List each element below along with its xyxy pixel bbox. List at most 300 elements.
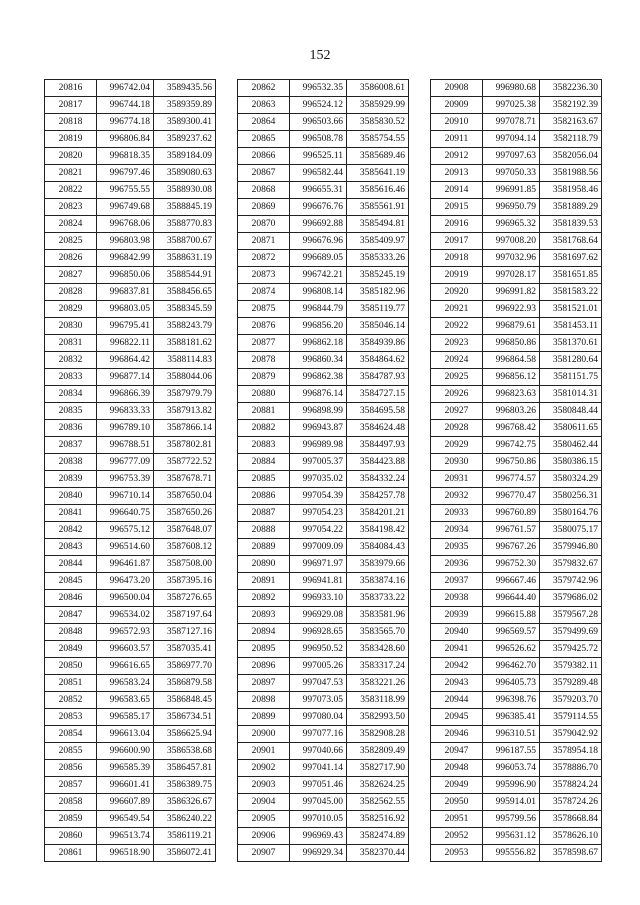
point-id: 20897 xyxy=(238,675,290,692)
y-coordinate: 3584695.58 xyxy=(347,403,409,420)
point-id: 20902 xyxy=(238,760,290,777)
point-id: 20840 xyxy=(45,488,97,505)
point-id: 20862 xyxy=(238,80,290,97)
point-id: 20898 xyxy=(238,692,290,709)
point-id: 20953 xyxy=(431,845,483,862)
table-row xyxy=(431,624,602,641)
x-coordinate: 996862.38 xyxy=(290,369,347,386)
point-id: 20951 xyxy=(431,811,483,828)
point-id: 20917 xyxy=(431,233,483,250)
y-coordinate: 3579425.72 xyxy=(540,641,602,658)
x-coordinate: 997078.71 xyxy=(483,114,540,131)
point-id: 20860 xyxy=(45,828,97,845)
y-coordinate: 3584624.48 xyxy=(347,420,409,437)
table-row xyxy=(238,233,409,250)
y-coordinate: 3581280.64 xyxy=(540,352,602,369)
table-row xyxy=(431,131,602,148)
point-id: 20861 xyxy=(45,845,97,862)
y-coordinate: 3583118.99 xyxy=(347,692,409,709)
table-row xyxy=(45,403,216,420)
table-row xyxy=(238,505,409,522)
table-row xyxy=(238,556,409,573)
table-row xyxy=(431,80,602,97)
x-coordinate: 996929.34 xyxy=(290,845,347,862)
point-id: 20864 xyxy=(238,114,290,131)
point-id: 20913 xyxy=(431,165,483,182)
x-coordinate: 996508.78 xyxy=(290,131,347,148)
table-row xyxy=(238,471,409,488)
table-row xyxy=(238,148,409,165)
table-row xyxy=(45,352,216,369)
point-id: 20891 xyxy=(238,573,290,590)
table-row xyxy=(45,658,216,675)
y-coordinate: 3582624.25 xyxy=(347,777,409,794)
point-id: 20869 xyxy=(238,199,290,216)
table-row xyxy=(45,335,216,352)
x-coordinate: 997005.26 xyxy=(290,658,347,675)
y-coordinate: 3585754.55 xyxy=(347,131,409,148)
y-coordinate: 3585494.81 xyxy=(347,216,409,233)
x-coordinate: 996879.61 xyxy=(483,318,540,335)
x-coordinate: 996856.20 xyxy=(290,318,347,335)
point-id: 20871 xyxy=(238,233,290,250)
x-coordinate: 997041.14 xyxy=(290,760,347,777)
x-coordinate: 996761.57 xyxy=(483,522,540,539)
y-coordinate: 3585561.91 xyxy=(347,199,409,216)
x-coordinate: 997025.38 xyxy=(483,97,540,114)
table-row xyxy=(431,488,602,505)
table-row xyxy=(45,131,216,148)
point-id: 20908 xyxy=(431,80,483,97)
x-coordinate: 996405.73 xyxy=(483,675,540,692)
x-coordinate: 996864.42 xyxy=(97,352,154,369)
y-coordinate: 3579499.69 xyxy=(540,624,602,641)
x-coordinate: 996862.18 xyxy=(290,335,347,352)
point-id: 20865 xyxy=(238,131,290,148)
x-coordinate: 996676.96 xyxy=(290,233,347,250)
x-coordinate: 997054.22 xyxy=(290,522,347,539)
table-row xyxy=(431,97,602,114)
x-coordinate: 997050.33 xyxy=(483,165,540,182)
x-coordinate: 996524.12 xyxy=(290,97,347,114)
x-coordinate: 996803.98 xyxy=(97,233,154,250)
x-coordinate: 996689.05 xyxy=(290,250,347,267)
x-coordinate: 996742.21 xyxy=(290,267,347,284)
table-row xyxy=(238,573,409,590)
point-id: 20848 xyxy=(45,624,97,641)
y-coordinate: 3586389.75 xyxy=(154,777,216,794)
x-coordinate: 996941.81 xyxy=(290,573,347,590)
x-coordinate: 996549.54 xyxy=(97,811,154,828)
y-coordinate: 3586879.58 xyxy=(154,675,216,692)
y-coordinate: 3581697.62 xyxy=(540,250,602,267)
point-id: 20914 xyxy=(431,182,483,199)
table-row xyxy=(238,454,409,471)
table-row xyxy=(45,301,216,318)
x-coordinate: 996808.14 xyxy=(290,284,347,301)
point-id: 20874 xyxy=(238,284,290,301)
x-coordinate: 996971.97 xyxy=(290,556,347,573)
table-row xyxy=(45,505,216,522)
y-coordinate: 3588700.67 xyxy=(154,233,216,250)
table-row xyxy=(45,675,216,692)
x-coordinate: 996980.68 xyxy=(483,80,540,97)
y-coordinate: 3588181.62 xyxy=(154,335,216,352)
point-id: 20901 xyxy=(238,743,290,760)
point-id: 20825 xyxy=(45,233,97,250)
y-coordinate: 3579946.80 xyxy=(540,539,602,556)
table-row xyxy=(45,233,216,250)
x-coordinate: 996526.62 xyxy=(483,641,540,658)
y-coordinate: 3586848.45 xyxy=(154,692,216,709)
x-coordinate: 996582.44 xyxy=(290,165,347,182)
x-coordinate: 996755.55 xyxy=(97,182,154,199)
y-coordinate: 3581014.31 xyxy=(540,386,602,403)
table-row xyxy=(431,471,602,488)
x-coordinate: 996898.99 xyxy=(290,403,347,420)
y-coordinate: 3587127.16 xyxy=(154,624,216,641)
point-id: 20928 xyxy=(431,420,483,437)
y-coordinate: 3587722.52 xyxy=(154,454,216,471)
x-coordinate: 997051.46 xyxy=(290,777,347,794)
y-coordinate: 3586977.70 xyxy=(154,658,216,675)
x-coordinate: 996616.65 xyxy=(97,658,154,675)
point-id: 20949 xyxy=(431,777,483,794)
x-coordinate: 996615.88 xyxy=(483,607,540,624)
x-coordinate: 996310.51 xyxy=(483,726,540,743)
y-coordinate: 3581453.11 xyxy=(540,318,602,335)
table-row xyxy=(431,216,602,233)
point-id: 20837 xyxy=(45,437,97,454)
point-id: 20878 xyxy=(238,352,290,369)
point-id: 20832 xyxy=(45,352,97,369)
table-row xyxy=(238,624,409,641)
y-coordinate: 3589359.89 xyxy=(154,97,216,114)
point-id: 20922 xyxy=(431,318,483,335)
point-id: 20827 xyxy=(45,267,97,284)
point-id: 20929 xyxy=(431,437,483,454)
table-row xyxy=(431,369,602,386)
y-coordinate: 3582562.55 xyxy=(347,794,409,811)
table-row xyxy=(45,420,216,437)
point-id: 20911 xyxy=(431,131,483,148)
point-id: 20915 xyxy=(431,199,483,216)
table-row xyxy=(238,403,409,420)
y-coordinate: 3585119.77 xyxy=(347,301,409,318)
x-coordinate: 997094.14 xyxy=(483,131,540,148)
point-id: 20836 xyxy=(45,420,97,437)
y-coordinate: 3580256.31 xyxy=(540,488,602,505)
table-row xyxy=(45,148,216,165)
table-row xyxy=(238,420,409,437)
x-coordinate: 996789.10 xyxy=(97,420,154,437)
x-coordinate: 996777.09 xyxy=(97,454,154,471)
y-coordinate: 3580611.65 xyxy=(540,420,602,437)
point-id: 20931 xyxy=(431,471,483,488)
y-coordinate: 3586625.94 xyxy=(154,726,216,743)
x-coordinate: 997008.20 xyxy=(483,233,540,250)
y-coordinate: 3580462.44 xyxy=(540,437,602,454)
y-coordinate: 3587648.07 xyxy=(154,522,216,539)
table-row xyxy=(45,386,216,403)
coordinate-table-column-1 xyxy=(44,79,216,862)
y-coordinate: 3579114.55 xyxy=(540,709,602,726)
x-coordinate: 996613.04 xyxy=(97,726,154,743)
y-coordinate: 3579289.48 xyxy=(540,675,602,692)
point-id: 20912 xyxy=(431,148,483,165)
x-coordinate: 996187.55 xyxy=(483,743,540,760)
y-coordinate: 3581521.01 xyxy=(540,301,602,318)
table-row xyxy=(431,386,602,403)
x-coordinate: 996770.47 xyxy=(483,488,540,505)
point-id: 20943 xyxy=(431,675,483,692)
table-row xyxy=(45,522,216,539)
table-row xyxy=(45,743,216,760)
x-coordinate: 996833.33 xyxy=(97,403,154,420)
x-coordinate: 996534.02 xyxy=(97,607,154,624)
table-row xyxy=(238,692,409,709)
table-row xyxy=(431,454,602,471)
x-coordinate: 996752.30 xyxy=(483,556,540,573)
table-row xyxy=(45,471,216,488)
point-id: 20950 xyxy=(431,794,483,811)
point-id: 20927 xyxy=(431,403,483,420)
y-coordinate: 3585830.52 xyxy=(347,114,409,131)
point-id: 20880 xyxy=(238,386,290,403)
table-row xyxy=(238,539,409,556)
table-row xyxy=(431,556,602,573)
x-coordinate: 996676.76 xyxy=(290,199,347,216)
point-id: 20939 xyxy=(431,607,483,624)
x-coordinate: 996601.41 xyxy=(97,777,154,794)
y-coordinate: 3581889.29 xyxy=(540,199,602,216)
y-coordinate: 3582809.49 xyxy=(347,743,409,760)
point-id: 20835 xyxy=(45,403,97,420)
point-id: 20839 xyxy=(45,471,97,488)
point-id: 20947 xyxy=(431,743,483,760)
point-id: 20843 xyxy=(45,539,97,556)
x-coordinate: 997035.02 xyxy=(290,471,347,488)
point-id: 20820 xyxy=(45,148,97,165)
y-coordinate: 3580164.76 xyxy=(540,505,602,522)
table-row xyxy=(238,369,409,386)
table-row xyxy=(45,726,216,743)
x-coordinate: 996514.60 xyxy=(97,539,154,556)
table-row xyxy=(45,539,216,556)
table-row xyxy=(238,522,409,539)
y-coordinate: 3586072.41 xyxy=(154,845,216,862)
y-coordinate: 3582908.28 xyxy=(347,726,409,743)
x-coordinate: 996806.84 xyxy=(97,131,154,148)
table-row xyxy=(431,573,602,590)
x-coordinate: 996742.04 xyxy=(97,80,154,97)
x-coordinate: 996600.90 xyxy=(97,743,154,760)
y-coordinate: 3584084.43 xyxy=(347,539,409,556)
y-coordinate: 3588114.83 xyxy=(154,352,216,369)
x-coordinate: 996969.43 xyxy=(290,828,347,845)
y-coordinate: 3584939.86 xyxy=(347,335,409,352)
y-coordinate: 3584787.93 xyxy=(347,369,409,386)
point-id: 20886 xyxy=(238,488,290,505)
point-id: 20906 xyxy=(238,828,290,845)
y-coordinate: 3587913.82 xyxy=(154,403,216,420)
table-row xyxy=(238,777,409,794)
point-id: 20863 xyxy=(238,97,290,114)
y-coordinate: 3585929.99 xyxy=(347,97,409,114)
y-coordinate: 3589237.62 xyxy=(154,131,216,148)
y-coordinate: 3589080.63 xyxy=(154,165,216,182)
y-coordinate: 3582993.50 xyxy=(347,709,409,726)
point-id: 20907 xyxy=(238,845,290,862)
y-coordinate: 3579742.96 xyxy=(540,573,602,590)
x-coordinate: 995556.82 xyxy=(483,845,540,862)
y-coordinate: 3588044.06 xyxy=(154,369,216,386)
table-row xyxy=(45,454,216,471)
x-coordinate: 996929.08 xyxy=(290,607,347,624)
point-id: 20899 xyxy=(238,709,290,726)
table-row xyxy=(45,811,216,828)
point-id: 20879 xyxy=(238,369,290,386)
point-id: 20889 xyxy=(238,539,290,556)
y-coordinate: 3578724.26 xyxy=(540,794,602,811)
x-coordinate: 996744.18 xyxy=(97,97,154,114)
point-id: 20833 xyxy=(45,369,97,386)
y-coordinate: 3588770.83 xyxy=(154,216,216,233)
table-row xyxy=(431,233,602,250)
point-id: 20851 xyxy=(45,675,97,692)
y-coordinate: 3578668.84 xyxy=(540,811,602,828)
table-row xyxy=(431,675,602,692)
x-coordinate: 996844.79 xyxy=(290,301,347,318)
y-coordinate: 3580848.44 xyxy=(540,403,602,420)
y-coordinate: 3586240.22 xyxy=(154,811,216,828)
x-coordinate: 997054.39 xyxy=(290,488,347,505)
y-coordinate: 3586457.81 xyxy=(154,760,216,777)
y-coordinate: 3587035.41 xyxy=(154,641,216,658)
x-coordinate: 996569.57 xyxy=(483,624,540,641)
point-id: 20856 xyxy=(45,760,97,777)
y-coordinate: 3587508.00 xyxy=(154,556,216,573)
point-id: 20924 xyxy=(431,352,483,369)
y-coordinate: 3584257.78 xyxy=(347,488,409,505)
x-coordinate: 996644.40 xyxy=(483,590,540,607)
table-row xyxy=(45,97,216,114)
table-row xyxy=(431,318,602,335)
table-row xyxy=(238,811,409,828)
y-coordinate: 3582056.04 xyxy=(540,148,602,165)
point-id: 20916 xyxy=(431,216,483,233)
table-row xyxy=(45,114,216,131)
y-coordinate: 3581651.85 xyxy=(540,267,602,284)
point-id: 20828 xyxy=(45,284,97,301)
y-coordinate: 3584727.15 xyxy=(347,386,409,403)
table-row xyxy=(238,352,409,369)
point-id: 20921 xyxy=(431,301,483,318)
y-coordinate: 3587979.79 xyxy=(154,386,216,403)
table-row xyxy=(238,182,409,199)
table-row xyxy=(45,777,216,794)
x-coordinate: 997010.05 xyxy=(290,811,347,828)
y-coordinate: 3585333.26 xyxy=(347,250,409,267)
y-coordinate: 3587608.12 xyxy=(154,539,216,556)
y-coordinate: 3579567.28 xyxy=(540,607,602,624)
y-coordinate: 3579382.11 xyxy=(540,658,602,675)
table-row xyxy=(238,267,409,284)
table-row xyxy=(431,301,602,318)
x-coordinate: 996823.63 xyxy=(483,386,540,403)
y-coordinate: 3584864.62 xyxy=(347,352,409,369)
y-coordinate: 3583565.70 xyxy=(347,624,409,641)
table-row xyxy=(431,199,602,216)
table-row xyxy=(431,590,602,607)
table-row xyxy=(238,80,409,97)
point-id: 20868 xyxy=(238,182,290,199)
y-coordinate: 3587650.04 xyxy=(154,488,216,505)
x-coordinate: 995914.01 xyxy=(483,794,540,811)
x-coordinate: 996513.74 xyxy=(97,828,154,845)
x-coordinate: 996837.81 xyxy=(97,284,154,301)
y-coordinate: 3582236.30 xyxy=(540,80,602,97)
y-coordinate: 3587276.65 xyxy=(154,590,216,607)
x-coordinate: 996774.57 xyxy=(483,471,540,488)
y-coordinate: 3582370.44 xyxy=(347,845,409,862)
table-row xyxy=(431,403,602,420)
point-id: 20892 xyxy=(238,590,290,607)
table-row xyxy=(238,641,409,658)
y-coordinate: 3588544.91 xyxy=(154,267,216,284)
point-id: 20816 xyxy=(45,80,97,97)
point-id: 20854 xyxy=(45,726,97,743)
y-coordinate: 3582118.79 xyxy=(540,131,602,148)
point-id: 20817 xyxy=(45,97,97,114)
table-row xyxy=(431,709,602,726)
x-coordinate: 997097.63 xyxy=(483,148,540,165)
table-row xyxy=(431,250,602,267)
y-coordinate: 3581370.61 xyxy=(540,335,602,352)
y-coordinate: 3579042.92 xyxy=(540,726,602,743)
point-id: 20923 xyxy=(431,335,483,352)
x-coordinate: 996500.04 xyxy=(97,590,154,607)
x-coordinate: 996753.39 xyxy=(97,471,154,488)
x-coordinate: 997047.53 xyxy=(290,675,347,692)
y-coordinate: 3583317.24 xyxy=(347,658,409,675)
table-row xyxy=(431,743,602,760)
table-row xyxy=(431,777,602,794)
point-id: 20904 xyxy=(238,794,290,811)
table-row xyxy=(431,165,602,182)
point-id: 20900 xyxy=(238,726,290,743)
point-id: 20872 xyxy=(238,250,290,267)
table-row xyxy=(238,301,409,318)
x-coordinate: 996795.41 xyxy=(97,318,154,335)
x-coordinate: 996842.99 xyxy=(97,250,154,267)
table-row xyxy=(238,845,409,862)
y-coordinate: 3586326.67 xyxy=(154,794,216,811)
y-coordinate: 3587650.26 xyxy=(154,505,216,522)
y-coordinate: 3586734.51 xyxy=(154,709,216,726)
point-id: 20834 xyxy=(45,386,97,403)
point-id: 20893 xyxy=(238,607,290,624)
y-coordinate: 3587678.71 xyxy=(154,471,216,488)
y-coordinate: 3585182.96 xyxy=(347,284,409,301)
x-coordinate: 996991.85 xyxy=(483,182,540,199)
table-row xyxy=(45,165,216,182)
point-id: 20918 xyxy=(431,250,483,267)
y-coordinate: 3578824.24 xyxy=(540,777,602,794)
y-coordinate: 3587395.16 xyxy=(154,573,216,590)
point-id: 20883 xyxy=(238,437,290,454)
point-id: 20885 xyxy=(238,471,290,488)
